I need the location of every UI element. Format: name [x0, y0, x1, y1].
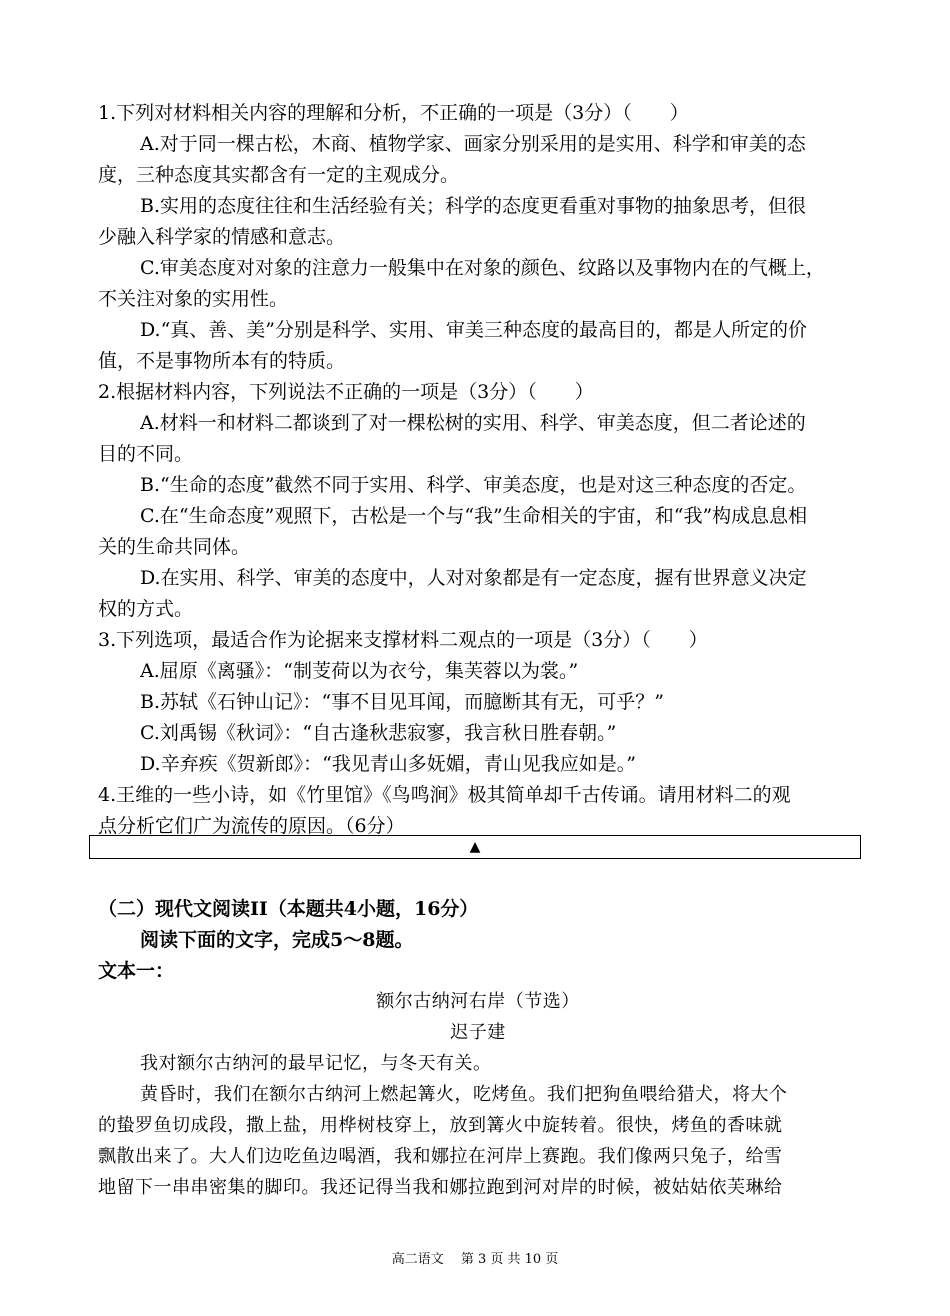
q1-option-a: A.对于同一棵古松，木商、植物学家、画家分别采用的是实用、科学和审美的态: [140, 133, 806, 155]
paragraph-2-line-3: 飘散出来了。大人们边吃鱼边喝酒，我和娜拉在河岸上赛跑。我们像两只兔子，给雪: [98, 1146, 783, 1167]
answer-box[interactable]: [89, 835, 861, 859]
q1-option-b: B.实用的态度往往和生活经验有关；科学的态度更看重对事物的抽象思考，但很: [140, 195, 807, 217]
q3-stem: 3.下列选项，最适合作为论据来支撑材料二观点的一项是（3分）（ ）: [98, 629, 708, 651]
q2-option-d: D.在实用、科学、审美的态度中，人对对象都是有一定态度，握有世界意义决定: [140, 567, 807, 589]
q1-option-a-cont: 度，三种态度其实都含有一定的主观成分。: [98, 164, 460, 186]
article-author: 迟子建: [450, 1022, 506, 1043]
page-footer: 高二语文 第 3 页 共 10 页: [391, 1252, 559, 1267]
q2-option-d-cont: 权的方式。: [98, 598, 194, 620]
q3-option-b: B.苏轼《石钟山记》：“事不目见耳闻，而臆断其有无，可乎？”: [140, 691, 664, 713]
q2-option-a-cont: 目的不同。: [98, 443, 194, 465]
q1-option-b-cont: 少融入科学家的情感和意志。: [98, 226, 346, 248]
triangle-icon: ▲: [469, 839, 481, 855]
q2-option-c: C.在“生命态度”观照下，古松是一个与“我”生命相关的宇宙，和“我”构成息息相: [140, 505, 808, 527]
q4-stem-cont: 点分析它们广为流传的原因。（6分）: [98, 815, 405, 837]
q4-stem: 4.王维的一些小诗，如《竹里馆》《鸟鸣涧》极其简单却千古传诵。请用材料二的观: [98, 784, 791, 806]
q3-option-d: D.辛弃疾《贺新郎》：“我见青山多妩媚，青山见我应如是。”: [140, 753, 637, 775]
paragraph-2-line-1: 黄昏时，我们在额尔古纳河上燃起篝火，吃烤鱼。我们把狗鱼喂给猎犬，将大个: [140, 1084, 788, 1105]
q1-option-c: C.审美态度对对象的注意力一般集中在对象的颜色、纹路以及事物内在的气概上，: [140, 257, 825, 279]
q1-option-d-cont: 值，不是事物所本有的特质。: [98, 350, 346, 372]
paragraph-2-line-4: 地留下一串串密集的脚印。我还记得当我和娜拉跑到河对岸的时候，被姑姑依芙琳给: [98, 1177, 783, 1198]
article-title: 额尔古纳河右岸（节选）: [376, 991, 580, 1012]
section-heading: （二）现代文阅读II（本题共4小题，16分）: [98, 898, 479, 920]
q3-option-c: C.刘禹锡《秋词》：“自古逢秋悲寂寥，我言秋日胜春朝。”: [140, 722, 617, 744]
q1-option-d: D.“真、善、美”分别是科学、实用、审美三种态度的最高目的，都是人所定的价: [140, 319, 808, 341]
text-label: 文本一：: [98, 960, 175, 982]
paragraph-1: 我对额尔古纳河的最早记忆，与冬天有关。: [140, 1053, 492, 1074]
section-instruction: 阅读下面的文字，完成5～8题。: [140, 929, 414, 951]
q2-stem: 2.根据材料内容，下列说法不正确的一项是（3分）（ ）: [98, 381, 594, 403]
q3-option-a: A.屈原《离骚》：“制芰荷以为衣兮，集芙蓉以为裳。”: [140, 660, 579, 682]
q1-stem: 1.下列对材料相关内容的理解和分析，不正确的一项是（3分）（ ）: [98, 102, 689, 124]
q2-option-a: A.材料一和材料二都谈到了对一棵松树的实用、科学、审美态度，但二者论述的: [140, 412, 806, 434]
q1-option-c-cont: 不关注对象的实用性。: [98, 288, 289, 310]
q2-option-b: B.“生命的态度”截然不同于实用、科学、审美态度，也是对这三种态度的否定。: [140, 474, 807, 496]
q2-option-c-cont: 关的生命共同体。: [98, 536, 251, 558]
paragraph-2-line-2: 的蛰罗鱼切成段，撒上盐，用桦树枝穿上，放到篝火中旋转着。很快，烤鱼的香味就: [98, 1115, 783, 1136]
